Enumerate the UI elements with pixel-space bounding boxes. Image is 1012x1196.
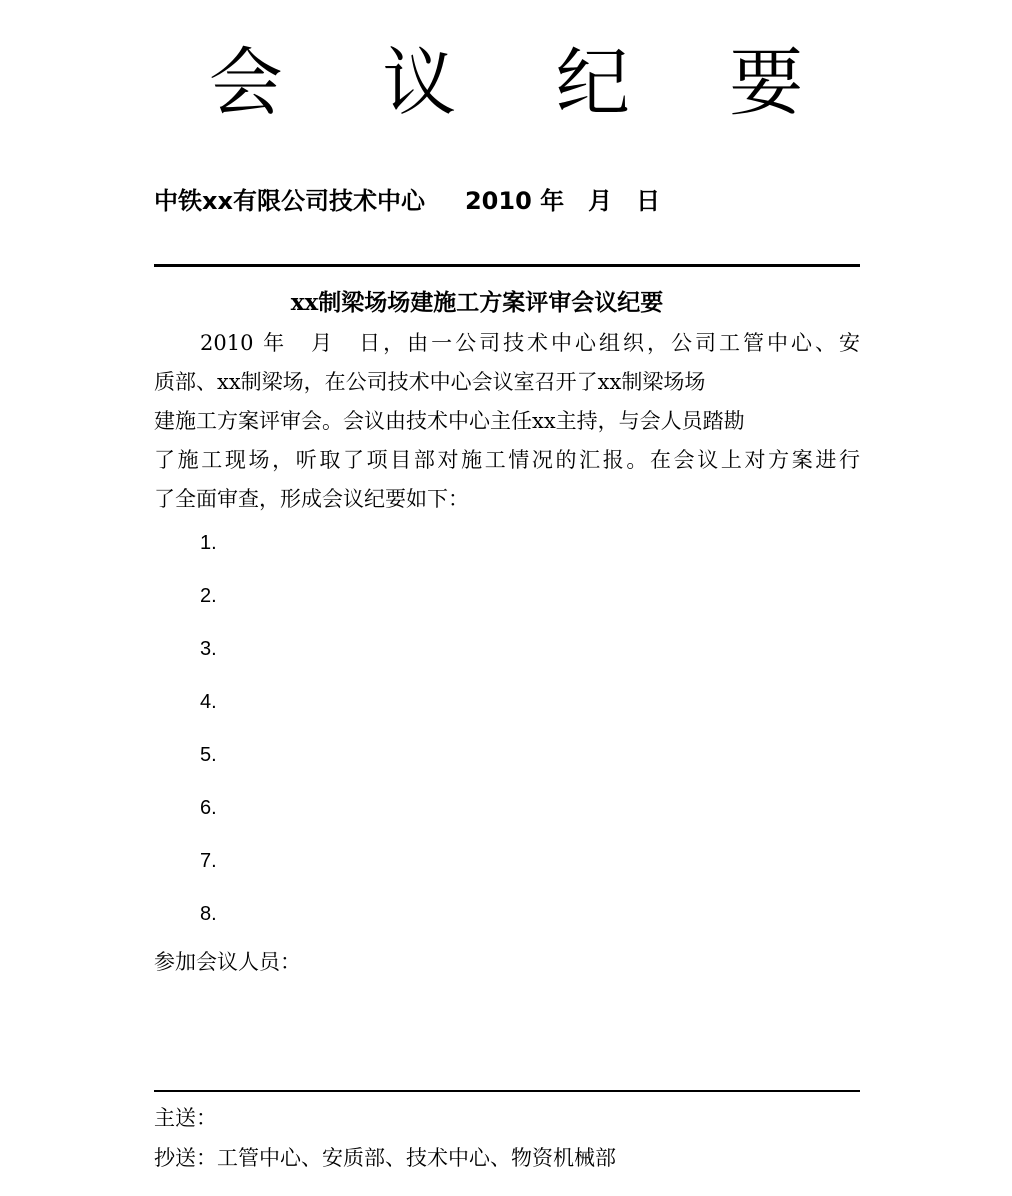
numbered-list [200,526,217,950]
list-item: 5. [200,744,217,766]
header-line [154,184,660,218]
attendees-label: 参加会议人员： [154,950,301,974]
body-line: 了全面审查，形成会议纪要如下： [154,487,469,511]
list-item: 1. [200,532,217,554]
list-item: 4. [200,691,217,713]
document-date: 2010 年 月 日 [464,187,661,215]
document-subtitle: xx制梁场场建施工方案评审会议纪要 [290,289,664,316]
top-divider [154,264,860,267]
body-line: 了施工现场，听取了项目部对施工情况的汇报。在会议上对方案进行 [154,448,860,472]
list-item: 3. [200,638,217,660]
bottom-divider [154,1090,860,1092]
organization-name: 中铁xx有限公司技术中心 [154,187,425,215]
document-title: 会 议 纪 要 [208,40,842,126]
main-recipient-label: 主送： [154,1106,217,1130]
body-line: 2010 年 月 日，由一公司技术中心组织，公司工管中心、安 [200,331,860,355]
list-item: 2. [200,585,217,607]
body-paragraph [154,324,860,519]
list-item: 6. [200,797,217,819]
list-item: 8. [200,903,217,925]
list-item: 7. [200,850,217,872]
body-line: 建施工方案评审会。会议由技术中心主任xx主持，与会人员踏勘 [154,409,745,433]
cc-line: 抄送：工管中心、安质部、技术中心、物资机械部 [154,1146,616,1170]
body-line: 质部、xx制梁场，在公司技术中心会议室召开了xx制梁场场 [154,370,706,394]
